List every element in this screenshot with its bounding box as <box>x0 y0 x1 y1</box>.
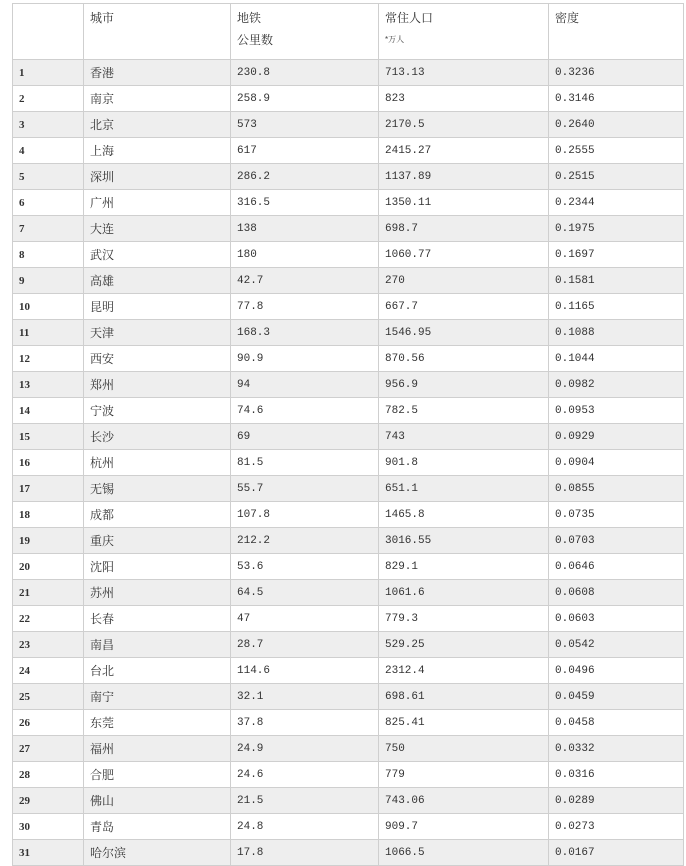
city-cell: 香港 <box>84 60 231 86</box>
density-cell: 0.2555 <box>549 138 684 164</box>
metro-km-cell: 81.5 <box>231 450 379 476</box>
table-row <box>13 736 684 762</box>
density-cell: 0.1975 <box>549 216 684 242</box>
city-cell: 广州 <box>84 190 231 216</box>
metro-km-cell: 114.6 <box>231 658 379 684</box>
population-cell: 3016.55 <box>379 528 549 554</box>
population-cell: 750 <box>379 736 549 762</box>
population-cell: 779 <box>379 762 549 788</box>
metro-km-cell: 138 <box>231 216 379 242</box>
rank-cell: 14 <box>13 398 84 424</box>
table-header <box>13 4 684 60</box>
table-row <box>13 450 684 476</box>
rank-cell: 19 <box>13 528 84 554</box>
rank-cell: 30 <box>13 814 84 840</box>
city-cell: 大连 <box>84 216 231 242</box>
rank-cell: 28 <box>13 762 84 788</box>
density-cell: 0.0735 <box>549 502 684 528</box>
population-cell: 667.7 <box>379 294 549 320</box>
metro-km-cell: 17.8 <box>231 840 379 866</box>
metro-km-cell: 74.6 <box>231 398 379 424</box>
table-row <box>13 320 684 346</box>
density-cell: 0.0953 <box>549 398 684 424</box>
population-cell: 2415.27 <box>379 138 549 164</box>
table-row <box>13 528 684 554</box>
table-row <box>13 242 684 268</box>
rank-cell: 8 <box>13 242 84 268</box>
density-cell: 0.0703 <box>549 528 684 554</box>
density-cell: 0.0459 <box>549 684 684 710</box>
header-population-unit: *万人 <box>385 35 405 44</box>
data-table-container <box>12 3 684 866</box>
metro-km-cell: 286.2 <box>231 164 379 190</box>
density-cell: 0.0332 <box>549 736 684 762</box>
table-row <box>13 372 684 398</box>
table-row <box>13 86 684 112</box>
rank-cell: 11 <box>13 320 84 346</box>
rank-cell: 26 <box>13 710 84 736</box>
population-cell: 1137.89 <box>379 164 549 190</box>
rank-cell: 9 <box>13 268 84 294</box>
rank-cell: 16 <box>13 450 84 476</box>
metro-km-cell: 617 <box>231 138 379 164</box>
population-cell: 1546.95 <box>379 320 549 346</box>
population-cell: 1350.11 <box>379 190 549 216</box>
city-cell: 福州 <box>84 736 231 762</box>
table-row <box>13 502 684 528</box>
header-population <box>379 4 549 60</box>
metro-km-cell: 55.7 <box>231 476 379 502</box>
population-cell: 529.25 <box>379 632 549 658</box>
city-cell: 台北 <box>84 658 231 684</box>
population-cell: 270 <box>379 268 549 294</box>
population-cell: 909.7 <box>379 814 549 840</box>
metro-km-cell: 53.6 <box>231 554 379 580</box>
density-cell: 0.1044 <box>549 346 684 372</box>
city-cell: 青岛 <box>84 814 231 840</box>
table-row <box>13 788 684 814</box>
population-cell: 2170.5 <box>379 112 549 138</box>
population-cell: 825.41 <box>379 710 549 736</box>
city-cell: 长沙 <box>84 424 231 450</box>
population-cell: 956.9 <box>379 372 549 398</box>
population-cell: 698.7 <box>379 216 549 242</box>
table-row <box>13 346 684 372</box>
table-row <box>13 268 684 294</box>
city-cell: 哈尔滨 <box>84 840 231 866</box>
density-cell: 0.3146 <box>549 86 684 112</box>
density-cell: 0.1581 <box>549 268 684 294</box>
metro-km-cell: 24.8 <box>231 814 379 840</box>
density-cell: 0.0646 <box>549 554 684 580</box>
table-row <box>13 554 684 580</box>
city-cell: 天津 <box>84 320 231 346</box>
population-cell: 651.1 <box>379 476 549 502</box>
population-cell: 779.3 <box>379 606 549 632</box>
rank-cell: 5 <box>13 164 84 190</box>
density-cell: 0.0273 <box>549 814 684 840</box>
density-cell: 0.0982 <box>549 372 684 398</box>
metro-km-cell: 230.8 <box>231 60 379 86</box>
table-row <box>13 112 684 138</box>
table-row <box>13 606 684 632</box>
city-cell: 重庆 <box>84 528 231 554</box>
population-cell: 829.1 <box>379 554 549 580</box>
population-cell: 698.61 <box>379 684 549 710</box>
density-cell: 0.0542 <box>549 632 684 658</box>
metro-km-cell: 69 <box>231 424 379 450</box>
city-cell: 合肥 <box>84 762 231 788</box>
density-cell: 0.1088 <box>549 320 684 346</box>
city-cell: 宁波 <box>84 398 231 424</box>
population-cell: 1066.5 <box>379 840 549 866</box>
population-cell: 782.5 <box>379 398 549 424</box>
rank-cell: 23 <box>13 632 84 658</box>
city-cell: 成都 <box>84 502 231 528</box>
rank-cell: 13 <box>13 372 84 398</box>
table-row <box>13 164 684 190</box>
population-cell: 870.56 <box>379 346 549 372</box>
city-cell: 昆明 <box>84 294 231 320</box>
rank-cell: 4 <box>13 138 84 164</box>
header-density-label: 密度 <box>555 11 580 25</box>
metro-km-cell: 212.2 <box>231 528 379 554</box>
metro-km-cell: 32.1 <box>231 684 379 710</box>
density-cell: 0.2515 <box>549 164 684 190</box>
rank-cell: 27 <box>13 736 84 762</box>
table-row <box>13 60 684 86</box>
rank-cell: 25 <box>13 684 84 710</box>
metro-km-cell: 24.6 <box>231 762 379 788</box>
rank-cell: 1 <box>13 60 84 86</box>
rank-cell: 29 <box>13 788 84 814</box>
metro-km-cell: 168.3 <box>231 320 379 346</box>
city-cell: 南京 <box>84 86 231 112</box>
city-cell: 郑州 <box>84 372 231 398</box>
table-row <box>13 138 684 164</box>
metro-km-cell: 64.5 <box>231 580 379 606</box>
density-cell: 0.0929 <box>549 424 684 450</box>
rank-cell: 15 <box>13 424 84 450</box>
rank-cell: 6 <box>13 190 84 216</box>
city-cell: 无锡 <box>84 476 231 502</box>
rank-cell: 10 <box>13 294 84 320</box>
rank-cell: 2 <box>13 86 84 112</box>
table-row <box>13 580 684 606</box>
rank-cell: 3 <box>13 112 84 138</box>
metro-km-cell: 90.9 <box>231 346 379 372</box>
rank-cell: 21 <box>13 580 84 606</box>
population-cell: 743.06 <box>379 788 549 814</box>
rank-cell: 18 <box>13 502 84 528</box>
density-cell: 0.1697 <box>549 242 684 268</box>
population-cell: 823 <box>379 86 549 112</box>
city-cell: 深圳 <box>84 164 231 190</box>
population-cell: 1060.77 <box>379 242 549 268</box>
city-cell: 长春 <box>84 606 231 632</box>
density-cell: 0.0603 <box>549 606 684 632</box>
header-row <box>13 4 684 60</box>
table-row <box>13 398 684 424</box>
rank-cell: 7 <box>13 216 84 242</box>
metro-km-cell: 24.9 <box>231 736 379 762</box>
city-cell: 杭州 <box>84 450 231 476</box>
table-row <box>13 632 684 658</box>
metro-km-cell: 316.5 <box>231 190 379 216</box>
metro-km-cell: 258.9 <box>231 86 379 112</box>
density-cell: 0.3236 <box>549 60 684 86</box>
density-cell: 0.0904 <box>549 450 684 476</box>
population-cell: 1465.8 <box>379 502 549 528</box>
metro-density-table <box>12 3 684 866</box>
rank-cell: 31 <box>13 840 84 866</box>
density-cell: 0.2344 <box>549 190 684 216</box>
city-cell: 南昌 <box>84 632 231 658</box>
table-row <box>13 762 684 788</box>
density-cell: 0.0496 <box>549 658 684 684</box>
rank-cell: 17 <box>13 476 84 502</box>
header-metro-label: 地铁 <box>237 11 262 25</box>
metro-km-cell: 107.8 <box>231 502 379 528</box>
density-cell: 0.0167 <box>549 840 684 866</box>
table-row <box>13 840 684 866</box>
header-city-label: 城市 <box>90 11 115 25</box>
metro-km-cell: 21.5 <box>231 788 379 814</box>
table-row <box>13 710 684 736</box>
rank-cell: 24 <box>13 658 84 684</box>
population-cell: 2312.4 <box>379 658 549 684</box>
city-cell: 苏州 <box>84 580 231 606</box>
density-cell: 0.0289 <box>549 788 684 814</box>
density-cell: 0.1165 <box>549 294 684 320</box>
city-cell: 北京 <box>84 112 231 138</box>
city-cell: 南宁 <box>84 684 231 710</box>
city-cell: 高雄 <box>84 268 231 294</box>
metro-km-cell: 47 <box>231 606 379 632</box>
table-row <box>13 684 684 710</box>
table-row <box>13 190 684 216</box>
header-density <box>549 4 684 60</box>
header-rank <box>13 4 84 60</box>
metro-km-cell: 573 <box>231 112 379 138</box>
metro-km-cell: 42.7 <box>231 268 379 294</box>
header-city <box>84 4 231 60</box>
city-cell: 上海 <box>84 138 231 164</box>
population-cell: 743 <box>379 424 549 450</box>
city-cell: 东莞 <box>84 710 231 736</box>
table-row <box>13 814 684 840</box>
city-cell: 武汉 <box>84 242 231 268</box>
table-row <box>13 424 684 450</box>
density-cell: 0.0608 <box>549 580 684 606</box>
metro-km-cell: 37.8 <box>231 710 379 736</box>
metro-km-cell: 28.7 <box>231 632 379 658</box>
population-cell: 713.13 <box>379 60 549 86</box>
density-cell: 0.0458 <box>549 710 684 736</box>
table-row <box>13 216 684 242</box>
table-row <box>13 294 684 320</box>
metro-km-cell: 180 <box>231 242 379 268</box>
city-cell: 西安 <box>84 346 231 372</box>
population-cell: 901.8 <box>379 450 549 476</box>
rank-cell: 22 <box>13 606 84 632</box>
density-cell: 0.0855 <box>549 476 684 502</box>
metro-km-cell: 94 <box>231 372 379 398</box>
density-cell: 0.0316 <box>549 762 684 788</box>
city-cell: 沈阳 <box>84 554 231 580</box>
header-metro-km <box>231 4 379 60</box>
population-cell: 1061.6 <box>379 580 549 606</box>
table-body <box>13 60 684 866</box>
header-metro-unit: 公里数 <box>237 33 274 47</box>
density-cell: 0.2640 <box>549 112 684 138</box>
rank-cell: 12 <box>13 346 84 372</box>
city-cell: 佛山 <box>84 788 231 814</box>
table-row <box>13 476 684 502</box>
rank-cell: 20 <box>13 554 84 580</box>
header-population-label: 常住人口 <box>385 11 434 25</box>
metro-km-cell: 77.8 <box>231 294 379 320</box>
table-row <box>13 658 684 684</box>
